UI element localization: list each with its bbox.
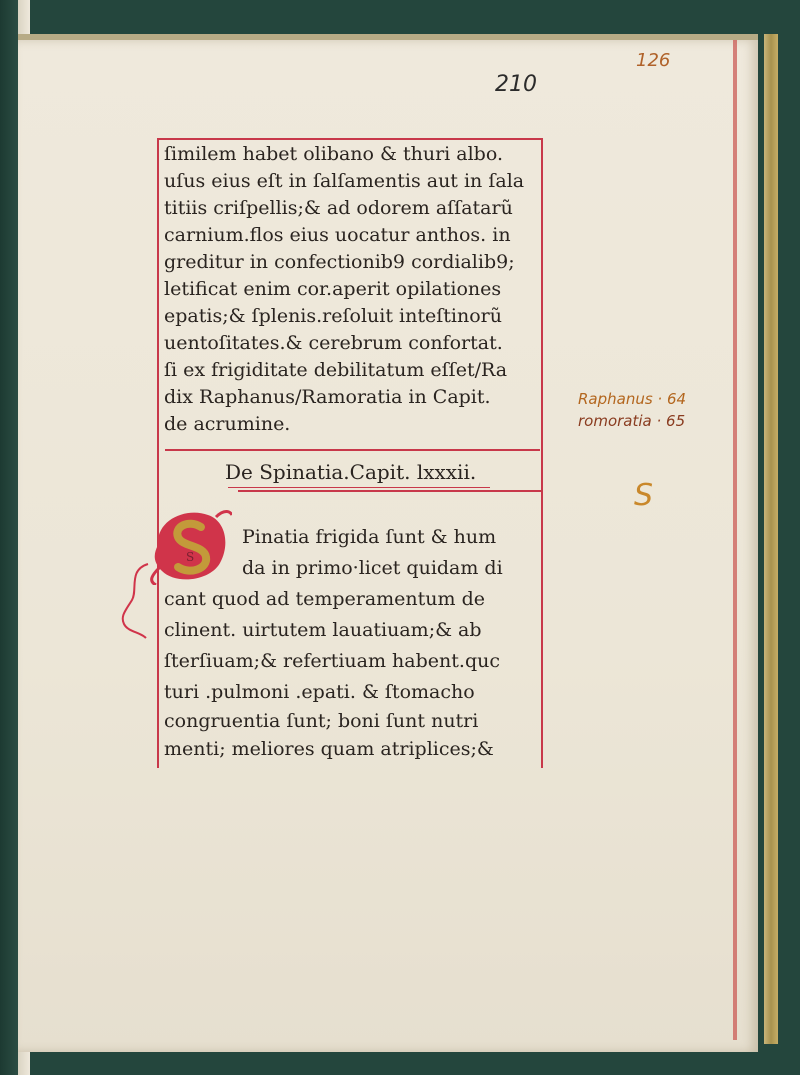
text-line: congruentia ſunt; boni ſunt nutri — [164, 710, 479, 732]
red-page-edge — [733, 40, 737, 1040]
marginal-letter: S — [634, 478, 654, 513]
manuscript-folio-number: 126 — [636, 50, 671, 71]
text-line: ſi ex frigiditate debilitatum eſſet/Ra — [164, 359, 508, 381]
text-line: titiis criſpellis;& ad odorem aſſatarũ — [164, 197, 513, 219]
initial-flourish — [118, 560, 158, 640]
marginal-note — [578, 388, 728, 432]
text-line: de acrumine. — [164, 413, 291, 435]
rubric-rule-left — [157, 138, 159, 768]
text-line: ſimilem habet olibano & thuri albo. — [164, 143, 503, 165]
text-line: cant quod ad temperamentum de — [164, 588, 485, 610]
text-line: greditur in confectionib9 cordialib9; — [164, 251, 515, 273]
chapter-heading: De Spinatia.Capit. lxxxii. — [225, 460, 477, 484]
text-line: letificat enim cor.aperit opilationes — [164, 278, 502, 300]
text-line: carnium.flos eius uocatur anthos. in — [164, 224, 511, 246]
text-line: dix Raphanus/Ramoratia in Capit. — [164, 386, 491, 408]
text-line: epatis;& ſplenis.reſoluit inteſtinorũ — [164, 305, 502, 327]
text-line: clinent. uirtutem lauatiuam;& ab — [164, 619, 482, 641]
marginal-note-line: Raphanus · 64 — [578, 390, 687, 408]
gilt-page-edge — [764, 34, 778, 1044]
marginal-note-line: romoratia · 65 — [578, 412, 686, 430]
initial-letter: S — [186, 550, 195, 564]
rubric-rule-heading-bottom — [238, 490, 541, 492]
text-line: ſterſiuam;& refertiuam habent.quc — [164, 650, 500, 672]
printed-folio-number: 210 — [495, 72, 537, 97]
text-line: Pinatia frigida ſunt & hum — [242, 526, 497, 548]
chapter-heading-underline — [228, 487, 490, 488]
text-line: uſus eius eſt in ſalſamentis aut in ſala — [164, 170, 525, 192]
text-line: turi .pulmoni .epati. & ſtomacho — [164, 681, 475, 703]
rubric-rule-top — [157, 138, 542, 140]
text-line: da in primo·licet quidam di — [242, 557, 503, 579]
rubric-rule-right — [541, 138, 543, 768]
rubric-rule-separator — [165, 449, 540, 451]
illuminated-initial — [146, 505, 232, 585]
text-line: uentoſitates.& cerebrum confortat. — [164, 332, 503, 354]
text-line: menti; meliores quam atriplices;& — [164, 738, 494, 760]
